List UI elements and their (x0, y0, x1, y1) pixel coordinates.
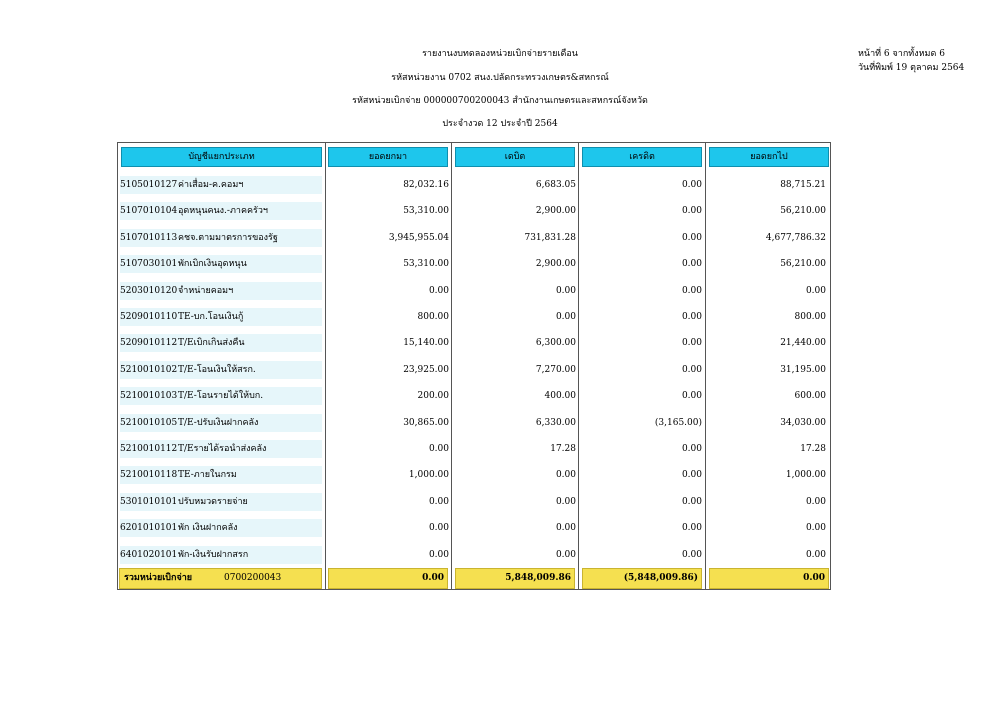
account-code: 5210010118 (120, 470, 178, 480)
account-code: 5105010127 (120, 180, 178, 190)
cell-debit: 6,683.05 (535, 180, 576, 190)
cell-brought-forward: 15,140.00 (403, 338, 449, 348)
account-cell (120, 229, 322, 247)
account-name: TE-ภายในกรม (178, 470, 237, 480)
cell-debit: 2,900.00 (535, 259, 576, 269)
account-cell (120, 440, 322, 458)
total-label: รวมหน่วยเบิกจ่าย (124, 573, 193, 583)
cell-debit: 0.00 (555, 550, 576, 560)
account-code: 5210010105 (120, 418, 178, 428)
cell-debit: 6,300.00 (535, 338, 576, 348)
cell-credit: 0.00 (681, 444, 702, 454)
cell-carried-forward: 600.00 (794, 391, 826, 401)
account-cell (120, 546, 322, 564)
cell-carried-forward: 17.28 (800, 444, 826, 454)
account-cell (120, 334, 322, 352)
cell-carried-forward: 0.00 (805, 497, 826, 507)
cell-brought-forward: 0.00 (428, 286, 449, 296)
account-code: 5210010102 (120, 365, 178, 375)
total-carried-forward: 0.00 (709, 568, 829, 589)
cell-brought-forward: 3,945,955.04 (388, 233, 449, 243)
account-cell (120, 519, 322, 537)
cell-debit: 2,900.00 (535, 206, 576, 216)
account-code: 5107010104 (120, 206, 178, 216)
account-code: 5209010110 (120, 312, 178, 322)
cell-debit: 400.00 (544, 391, 576, 401)
cell-brought-forward: 0.00 (428, 497, 449, 507)
cell-debit: 17.28 (550, 444, 576, 454)
cell-credit: 0.00 (681, 523, 702, 533)
cell-brought-forward: 53,310.00 (403, 259, 449, 269)
column-header-brought-forward: ยอดยกมา (328, 147, 448, 167)
cell-brought-forward: 82,032.16 (403, 180, 449, 190)
account-cell (120, 308, 322, 326)
total-unit-code: 0700200043 (224, 573, 282, 583)
cell-brought-forward: 0.00 (428, 550, 449, 560)
cell-brought-forward: 30,865.00 (403, 418, 449, 428)
column-header-credit: เครดิต (582, 147, 702, 167)
cell-credit: 0.00 (681, 312, 702, 322)
cell-carried-forward: 0.00 (805, 286, 826, 296)
cell-debit: 0.00 (555, 470, 576, 480)
print-date: วันที่พิมพ์ 19 ตุลาคม 2564 (858, 63, 965, 73)
account-name: T/E-ปรับเงินฝากคลัง (178, 418, 259, 428)
account-name: ปรับหมวดรายจ่าย (178, 497, 248, 507)
cell-brought-forward: 800.00 (417, 312, 449, 322)
disbursing-unit-line: รหัสหน่วยเบิกจ่าย 000000700200043 สำนักงานเกษตรและสหกรณ์จังหวัด (352, 96, 648, 106)
total-brought-forward: 0.00 (328, 568, 448, 589)
account-code: 6201010101 (120, 523, 178, 533)
cell-debit: 731,831.28 (524, 233, 576, 243)
account-code: 5107030101 (120, 259, 178, 269)
total-debit: 5,848,009.86 (455, 568, 575, 589)
account-name: T/E-โอนรายได้ให้บก. (178, 391, 264, 401)
account-cell (120, 361, 322, 379)
account-cell (120, 176, 322, 194)
cell-credit: 0.00 (681, 259, 702, 269)
account-name: พักเบิกเงินอุดหนุน (178, 259, 247, 269)
cell-carried-forward: 56,210.00 (780, 259, 826, 269)
account-cell (120, 414, 322, 432)
cell-carried-forward: 1,000.00 (785, 470, 826, 480)
cell-credit: 0.00 (681, 338, 702, 348)
cell-brought-forward: 0.00 (428, 444, 449, 454)
account-name: คชจ.ตามมาตรการของรัฐ (178, 233, 278, 243)
account-name: ค่าเสื่อม-ค.คอมฯ (178, 180, 244, 190)
cell-carried-forward: 34,030.00 (780, 418, 826, 428)
cell-brought-forward: 200.00 (417, 391, 449, 401)
cell-credit: 0.00 (681, 550, 702, 560)
period-line: ประจำงวด 12 ประจำปี 2564 (442, 119, 558, 129)
account-cell (120, 202, 322, 220)
account-name: T/Eรายได้รอนำส่งคลัง (178, 444, 267, 454)
cell-carried-forward: 31,195.00 (780, 365, 826, 375)
cell-brought-forward: 23,925.00 (403, 365, 449, 375)
cell-carried-forward: 4,677,786.32 (765, 233, 826, 243)
cell-credit: 0.00 (681, 391, 702, 401)
cell-carried-forward: 56,210.00 (780, 206, 826, 216)
account-cell (120, 387, 322, 405)
column-divider (451, 142, 452, 590)
account-name: TE-บก.โอนเงินกู้ (178, 312, 244, 322)
report-title: รายงานงบทดลองหน่วยเบิกจ่ายรายเดือน (422, 49, 578, 59)
total-credit: (5,848,009.86) (582, 568, 702, 589)
cell-carried-forward: 88,715.21 (780, 180, 826, 190)
account-cell (120, 493, 322, 511)
cell-debit: 0.00 (555, 523, 576, 533)
agency-line: รหัสหน่วยงาน 0702 สนง.ปลัดกระทรวงเกษตร&สหกรณ์ (391, 73, 609, 83)
account-cell (120, 255, 322, 273)
cell-debit: 0.00 (555, 312, 576, 322)
column-header-debit: เดบิต (455, 147, 575, 167)
cell-debit: 0.00 (555, 286, 576, 296)
cell-credit: 0.00 (681, 233, 702, 243)
account-name: อุดหนุนคนง.-ภาคครัวฯ (178, 206, 268, 216)
account-code: 5203010120 (120, 286, 178, 296)
cell-carried-forward: 800.00 (794, 312, 826, 322)
cell-credit: 0.00 (681, 286, 702, 296)
page-number: หน้าที่ 6 จากทั้งหมด 6 (858, 49, 945, 59)
cell-carried-forward: 0.00 (805, 523, 826, 533)
account-code: 5210010103 (120, 391, 178, 401)
account-cell (120, 282, 322, 300)
account-name: T/Eเบิกเกินส่งคืน (178, 338, 245, 348)
cell-brought-forward: 53,310.00 (403, 206, 449, 216)
cell-credit: 0.00 (681, 180, 702, 190)
account-name: จำหน่ายคอมฯ (178, 286, 234, 296)
account-name: พัก เงินฝากคลัง (178, 523, 238, 533)
account-code: 5301010101 (120, 497, 178, 507)
column-divider (578, 142, 579, 590)
account-code: 5210010112 (120, 444, 178, 454)
cell-debit: 7,270.00 (535, 365, 576, 375)
column-header-account: บัญชีแยกประเภท (121, 147, 322, 167)
cell-credit: 0.00 (681, 365, 702, 375)
cell-credit: (3,165.00) (654, 418, 702, 428)
cell-credit: 0.00 (681, 470, 702, 480)
account-cell (120, 466, 322, 484)
account-name: T/E-โอนเงินให้สรก. (178, 365, 256, 375)
cell-brought-forward: 1,000.00 (408, 470, 449, 480)
cell-credit: 0.00 (681, 497, 702, 507)
account-code: 5107010113 (120, 233, 178, 243)
column-divider (325, 142, 326, 590)
column-header-carried-forward: ยอดยกไป (709, 147, 829, 167)
cell-carried-forward: 21,440.00 (780, 338, 826, 348)
cell-brought-forward: 0.00 (428, 523, 449, 533)
cell-debit: 0.00 (555, 497, 576, 507)
cell-debit: 6,330.00 (535, 418, 576, 428)
account-code: 6401020101 (120, 550, 178, 560)
cell-credit: 0.00 (681, 206, 702, 216)
account-name: พัก-เงินรับฝากสรก (178, 550, 249, 560)
cell-carried-forward: 0.00 (805, 550, 826, 560)
account-code: 5209010112 (120, 338, 178, 348)
total-label-cell (119, 568, 322, 589)
